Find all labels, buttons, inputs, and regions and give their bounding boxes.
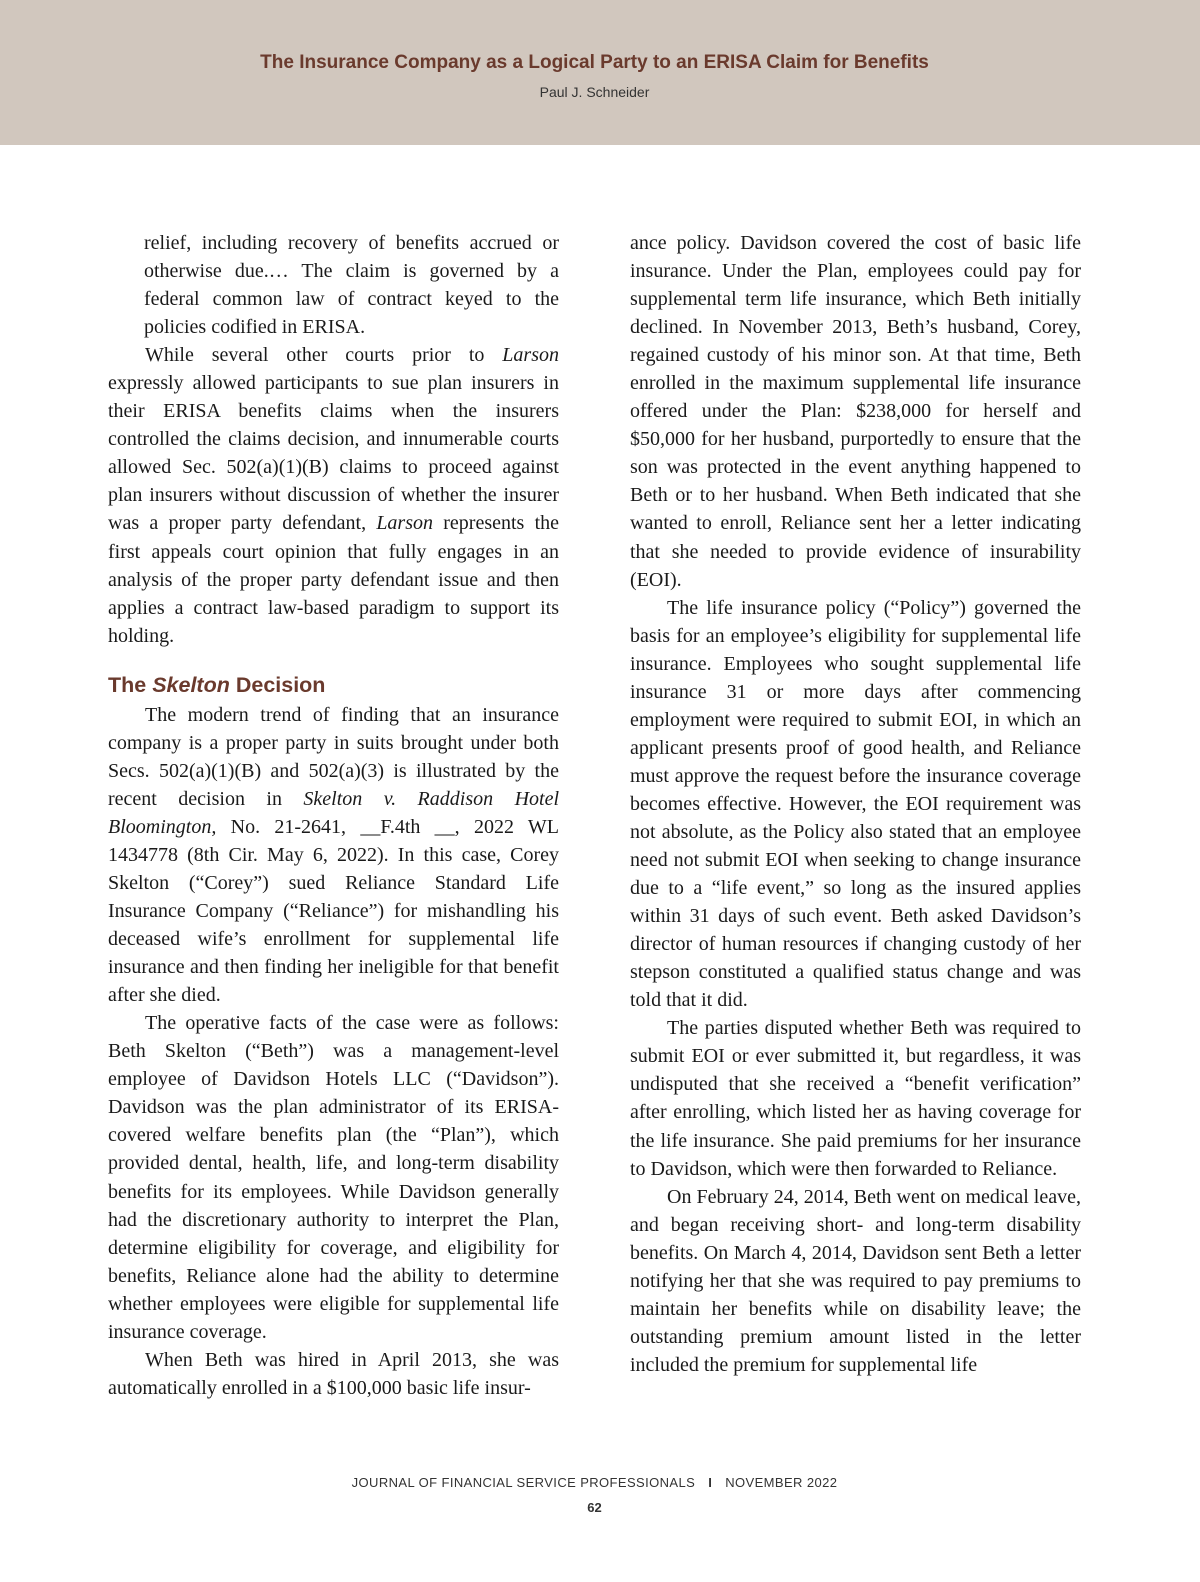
header-band — [0, 0, 1200, 145]
section-heading: The Skelton Decision — [108, 672, 326, 697]
article-author: Paul J. Schneider — [539, 84, 650, 100]
paragraph-beth-hired: When Beth was hired in April 2013, she was automatically enrolled in a $100,000 basic life insur- — [108, 1348, 559, 1399]
left-column — [108, 229, 559, 1402]
paragraph-medical-leave: On February 24, 2014, Beth went on medical leave, and began receiving short- and long-term disability benefits. On March 4, 2014, Davidson sent Beth a letter notifying her that she was required to pay premiums to maintain her benefits while on disability leave; the outstanding premium amount listed in the letter included the premium for supplemental life — [630, 1185, 1081, 1376]
case-name: Skelton v. Raddison Hotel Bloomington, — [108, 787, 560, 838]
article-title: The Insurance Company as a Logical Party to an ERISA Claim for Benefits — [260, 52, 929, 73]
case-name: Larson — [376, 512, 434, 535]
paragraph-policy: The life insurance policy (“Policy”) governed the basis for an employee’s eligibility for supplemental life insurance. Employees who sought supplemental life insurance 31 or more days after commencing employment were required to submit EOI, in which an applicant presents proof of good health, and Reliance must approve the request before the insurance coverage becomes effective. However, the EOI requirement was not absolute, as the Policy also stated that an employee need not submit EOI when seeking to change insurance due to a “life event,” so long as the insured applies within 31 days of such event. Beth asked Davidson’s director of human resources if changing custody of her stepson constituted a qualified status change and was told that it did. — [630, 596, 1081, 1012]
block-quote-continuation: relief, including recovery of benefits accrued or otherwise due.… The claim is governed by a federal common law of contract keyed to the policies codified in ERISA. — [144, 232, 559, 339]
page-number: 62 — [587, 1500, 602, 1515]
paragraph-continuation: ance policy. Davidson covered the cost of basic life insurance. Under the Plan, employees could pay for supplemental term life insurance, which Beth initially declined. In November 2013, Beth’s husband, Corey, regained custody of his minor son. At that time, Beth enrolled in the maximum supplemental life insurance offered under the Plan: $238,000 for herself and $50,000 for her husband, purportedly to ensure that the son was protected in the event anything happened to Beth or to her husband. When Beth indicated that she wanted to enroll, Reliance sent her a letter indicating that she needed to provide evidence of insurability (EOI). — [630, 232, 1081, 591]
paragraph-operative-facts: The operative facts of the case were as follows: Beth Skelton (“Beth”) was a management-level employee of Davidson Hotels LLC (“Davidson”). Davidson was the plan administrator of its ERISA-covered welfare benefits plan (the “Plan”), which provided dental, health, life, and long-term disability benefits for its employees. While Davidson generally had the discretionary authority to interpret the Plan, determine eligibility for coverage, and eligibility for benefits, Reliance alone had the ability to determine whether employees were eligible for supplemental life insurance coverage. — [108, 1012, 559, 1343]
right-column — [630, 229, 1081, 1379]
paragraph-parties-disputed: The parties disputed whether Beth was required to submit EOI or ever submitted it, but regardless, it was undisputed that she received a “benefit verification” after enrolling, which listed her as having coverage for the life insurance. She paid premiums for her insurance to Davidson, which were then forwarded to Reliance. — [630, 1017, 1081, 1180]
issue-date: NOVEMBER 2022 — [725, 1475, 838, 1490]
journal-name: JOURNAL OF FINANCIAL SERVICE PROFESSIONALS — [351, 1475, 696, 1490]
case-name: Larson — [502, 344, 559, 367]
footer-separator: I — [708, 1475, 713, 1490]
footer-journal-line — [0, 1475, 1189, 1490]
paragraph-larson: While several other courts prior to Larson expressly allowed participants to sue plan insurers in their ERISA benefits claims when the insurers controlled the claims decision, and innumerable courts allowed Sec. 502(a)(1)(B) claims to proceed against plan insurers without discussion of whether the insurer was a proper party defendant, Larson represents the first appeals court opinion that fully engages in an analysis of the proper party defendant issue and then applies a contract law-based paradigm to support its holding. — [108, 344, 559, 647]
paragraph-modern-trend: The modern trend of finding that an insurance company is a proper party in suits brought under both Secs. 502(a)(1)(B) and 502(a)(3) is illustrated by the recent decision in Skelton v. Raddison Hotel Bloomington, No. 21-2641, __F.4th __, 2022 WL 1434778 (8th Cir. May 6, 2022). In this case, Corey Skelton (“Corey”) sued Reliance Standard Life Insurance Company (“Reliance”) for mishandling his deceased wife’s enrollment for supplemental life insurance and then finding her ineligible for that benefit after she died. — [108, 703, 560, 1007]
